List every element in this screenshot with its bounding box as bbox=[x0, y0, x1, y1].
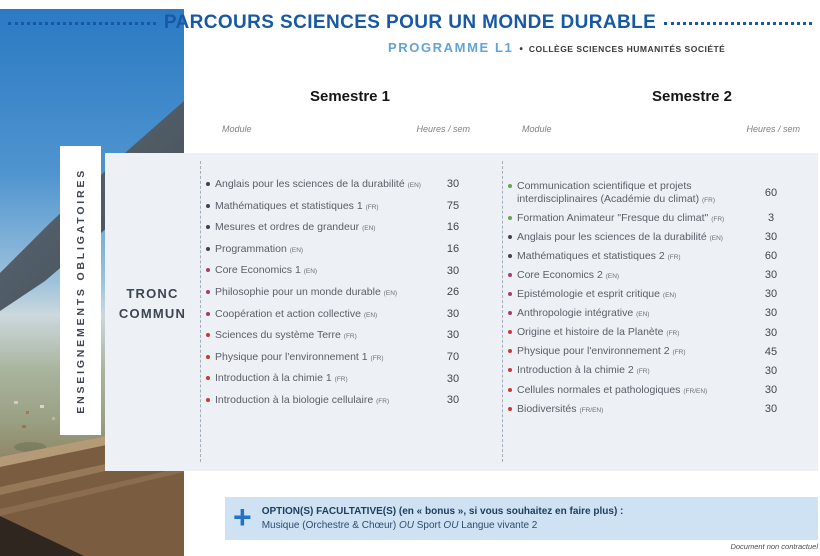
module-language-tag: (FR/EN) bbox=[683, 387, 708, 395]
tronc-commun-label-line2: COMMUN bbox=[118, 306, 187, 322]
module-language-tag: (EN) bbox=[363, 311, 378, 319]
option-detail-line bbox=[262, 519, 624, 533]
module-row bbox=[508, 180, 788, 205]
program-level-label: PROGRAMME L1 bbox=[388, 40, 514, 55]
module-bullet-dot bbox=[508, 184, 512, 188]
semester-2-module-list bbox=[508, 180, 788, 422]
module-row bbox=[206, 329, 470, 342]
module-bullet-dot bbox=[508, 407, 512, 411]
optional-courses-title: OPTION(S) FACULTATIVE(S) (en « bonus », si vous souhaitez en faire plus) : bbox=[261, 505, 624, 517]
dashed-divider-left bbox=[200, 161, 201, 462]
module-label: Programmation (EN) bbox=[215, 242, 304, 255]
semester-1-module-list bbox=[206, 178, 470, 416]
module-bullet-dot bbox=[508, 235, 512, 239]
module-label: Physique pour l'environnement 2 (FR) bbox=[517, 345, 686, 358]
semester-1-heading: Semestre 1 bbox=[309, 88, 391, 105]
module-hours: 30 bbox=[764, 364, 778, 377]
module-language-tag: (EN) bbox=[407, 182, 421, 189]
module-label: Coopération et action collective (EN) bbox=[215, 307, 378, 320]
option-choice-text: Sport bbox=[413, 519, 444, 531]
module-label: Formation Animateur "Fresque du climat" (FR) bbox=[517, 211, 725, 224]
subtitle bbox=[388, 40, 725, 55]
module-label: Anglais pour les sciences de la durabilité (EN) bbox=[517, 230, 723, 243]
module-language-tag: (EN) bbox=[362, 225, 376, 233]
mandatory-courses-strip bbox=[60, 146, 101, 435]
module-bullet-dot bbox=[206, 398, 210, 402]
module-row bbox=[508, 269, 788, 282]
module-bullet-dot bbox=[508, 388, 512, 392]
module-row bbox=[206, 351, 470, 364]
option-choice-text: Musique (Orchestre & Chœur) bbox=[261, 519, 399, 531]
module-row bbox=[206, 200, 470, 213]
module-label: Origine et histoire de la Planète (FR) bbox=[517, 326, 680, 339]
module-row bbox=[206, 308, 470, 321]
module-hours: 30 bbox=[764, 326, 778, 339]
page-title: PARCOURS SCIENCES POUR UN MONDE DURABLE bbox=[163, 12, 657, 33]
module-row bbox=[508, 326, 788, 339]
module-language-tag: (EN) bbox=[662, 292, 677, 300]
dotted-line-left bbox=[8, 22, 156, 25]
module-row bbox=[508, 231, 788, 244]
module-label: Philosophie pour un monde durable (EN) bbox=[215, 285, 398, 298]
module-row bbox=[508, 288, 788, 301]
module-bullet-dot bbox=[508, 330, 512, 334]
module-bullet-dot bbox=[206, 312, 210, 316]
module-row bbox=[508, 307, 788, 320]
college-name: COLLÈGE SCIENCES HUMANITÉS SOCIÉTÉ bbox=[528, 44, 726, 54]
option-choice-text: Langue vivante 2 bbox=[458, 519, 538, 531]
module-language-tag: (EN) bbox=[605, 272, 620, 280]
module-row bbox=[206, 221, 470, 234]
module-language-tag: (FR/EN) bbox=[579, 406, 604, 414]
module-row bbox=[206, 372, 470, 385]
module-row bbox=[206, 286, 470, 299]
module-language-tag: (FR) bbox=[667, 253, 681, 261]
module-hours: 30 bbox=[764, 288, 778, 301]
module-label: Anthropologie intégrative (EN) bbox=[517, 307, 650, 320]
module-language-tag: (EN) bbox=[303, 268, 318, 276]
module-bullet-dot bbox=[206, 182, 210, 186]
module-label: Mesures et ordres de grandeur (EN) bbox=[215, 221, 376, 234]
module-bullet-dot bbox=[508, 254, 512, 258]
module-hours: 30 bbox=[764, 269, 778, 282]
module-language-tag: (FR) bbox=[343, 333, 357, 341]
module-bullet-dot bbox=[206, 290, 210, 294]
optional-courses-box bbox=[225, 497, 818, 540]
module-bullet-dot bbox=[206, 355, 210, 359]
module-label: Introduction à la biologie cellulaire (FR) bbox=[215, 393, 390, 406]
non-contractual-note: Document non contractuel bbox=[730, 542, 818, 551]
module-bullet-dot bbox=[508, 349, 512, 353]
semester-2-heading: Semestre 2 bbox=[651, 88, 733, 105]
module-hours: 30 bbox=[764, 231, 778, 244]
module-row bbox=[206, 264, 470, 277]
module-bullet-dot bbox=[508, 273, 512, 277]
module-hours: 30 bbox=[446, 264, 460, 277]
module-language-tag: (FR) bbox=[711, 215, 725, 223]
module-bullet-dot bbox=[508, 216, 512, 220]
module-language-tag: (FR) bbox=[376, 397, 390, 405]
module-column-header-s1: Module bbox=[222, 124, 252, 134]
optional-courses-text bbox=[262, 505, 624, 533]
module-bullet-dot bbox=[206, 247, 210, 251]
module-hours: 30 bbox=[446, 394, 460, 407]
module-label: Introduction à la chimie 1 (FR) bbox=[215, 372, 348, 385]
module-bullet-dot bbox=[206, 333, 210, 337]
module-row bbox=[206, 178, 470, 191]
module-hours: 16 bbox=[446, 243, 460, 256]
module-hours: 3 bbox=[767, 211, 775, 224]
hours-column-header-s2: Heures / sem bbox=[746, 124, 800, 134]
module-hours: 30 bbox=[764, 383, 778, 396]
module-language-tag: (FR) bbox=[334, 376, 348, 384]
module-language-tag: (FR) bbox=[702, 196, 715, 204]
module-bullet-dot bbox=[206, 268, 210, 272]
separator-dot: • bbox=[519, 44, 523, 55]
module-label: Epistémologie et esprit critique (EN) bbox=[517, 288, 677, 301]
module-row bbox=[508, 345, 788, 358]
module-language-tag: (EN) bbox=[383, 289, 398, 297]
module-row bbox=[508, 250, 788, 263]
module-hours: 30 bbox=[764, 307, 778, 320]
module-row bbox=[508, 384, 788, 397]
module-hours: 30 bbox=[446, 372, 460, 385]
module-language-tag: (EN) bbox=[709, 234, 723, 242]
module-label: Mathématiques et statistiques 1 (FR) bbox=[215, 199, 379, 212]
tronc-commun-label-line1: TRONC bbox=[126, 286, 179, 301]
module-bullet-dot bbox=[206, 204, 210, 208]
module-hours: 45 bbox=[764, 345, 778, 358]
module-label: Anglais pour les sciences de la durabilité (EN) bbox=[215, 178, 421, 190]
hours-column-header-s1: Heures / sem bbox=[416, 124, 470, 134]
module-label: Introduction à la chimie 2 (FR) bbox=[517, 364, 650, 377]
module-label: Mathématiques et statistiques 2 (FR) bbox=[517, 249, 681, 262]
module-bullet-dot bbox=[206, 376, 210, 380]
module-language-tag: (FR) bbox=[666, 330, 680, 338]
tronc-commun-label bbox=[105, 284, 200, 324]
module-bullet-dot bbox=[508, 368, 512, 372]
title-band bbox=[0, 12, 820, 34]
module-hours: 26 bbox=[446, 286, 460, 299]
module-language-tag: (EN) bbox=[289, 246, 304, 254]
module-bullet-dot bbox=[508, 292, 512, 296]
module-hours: 16 bbox=[446, 221, 460, 234]
option-or-word: OU bbox=[398, 519, 414, 531]
module-label: Core Economics 2 (EN) bbox=[517, 268, 620, 281]
module-hours: 70 bbox=[446, 351, 460, 364]
dotted-line-right bbox=[664, 22, 812, 25]
module-language-tag: (FR) bbox=[365, 203, 379, 211]
module-language-tag: (FR) bbox=[370, 354, 384, 362]
module-label: Cellules normales et pathologiques (FR/EN) bbox=[517, 383, 708, 396]
module-language-tag: (EN) bbox=[636, 311, 650, 319]
module-label: Core Economics 1 (EN) bbox=[215, 264, 318, 277]
module-hours: 30 bbox=[446, 307, 460, 320]
option-or-word: OU bbox=[443, 519, 459, 531]
module-label: Physique pour l'environnement 1 (FR) bbox=[215, 350, 384, 363]
module-row bbox=[206, 243, 470, 256]
module-bullet-dot bbox=[508, 311, 512, 315]
module-row bbox=[508, 403, 788, 416]
module-label: Biodiversités (FR/EN) bbox=[517, 402, 604, 415]
module-row bbox=[508, 212, 788, 225]
mandatory-courses-vertical-label: ENSEIGNEMENTS OBLIGATOIRES bbox=[74, 167, 87, 414]
module-row bbox=[206, 394, 470, 407]
dashed-divider-middle bbox=[502, 161, 503, 462]
module-bullet-dot bbox=[206, 225, 210, 229]
module-row bbox=[508, 364, 788, 377]
plus-icon: + bbox=[233, 498, 252, 535]
module-hours: 75 bbox=[446, 199, 460, 212]
module-language-tag: (FR) bbox=[672, 349, 686, 357]
module-hours: 60 bbox=[764, 186, 778, 199]
module-hours: 30 bbox=[446, 178, 460, 191]
module-label: Communication scientifique et projets interdisciplinaires (Académie du climat) (FR) bbox=[517, 180, 715, 205]
module-hours: 60 bbox=[764, 250, 778, 263]
module-hours: 30 bbox=[764, 402, 778, 415]
module-language-tag: (FR) bbox=[636, 368, 650, 376]
module-hours: 30 bbox=[446, 329, 460, 342]
module-label: Sciences du système Terre (FR) bbox=[215, 329, 357, 342]
module-column-header-s2: Module bbox=[522, 124, 552, 134]
